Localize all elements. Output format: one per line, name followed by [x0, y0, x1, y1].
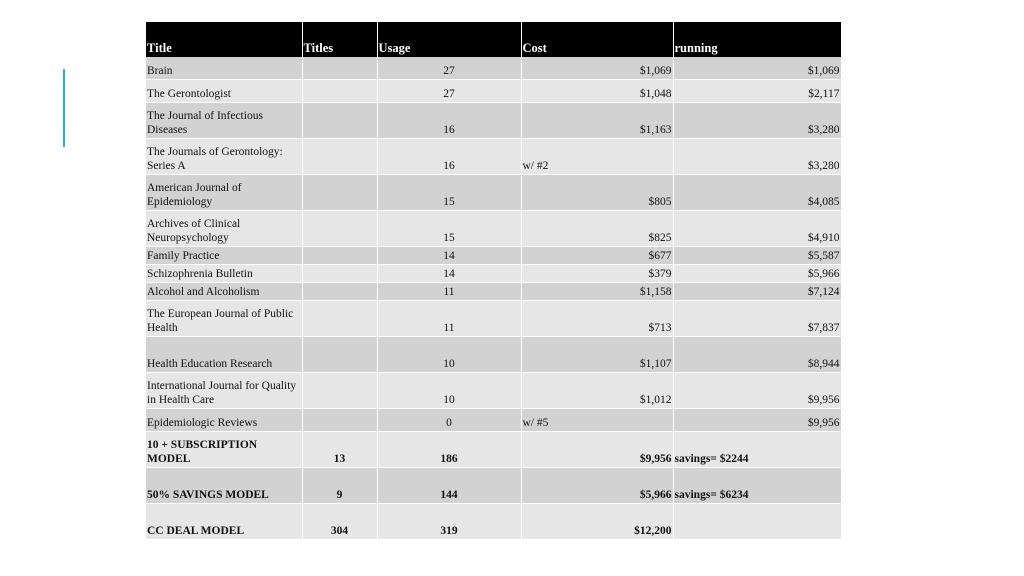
header-cost: Cost: [521, 22, 673, 57]
cell-titles: [302, 103, 377, 139]
cell-usage: 10: [377, 337, 521, 373]
cell-cost: $1,158: [521, 283, 673, 301]
cell-titles: [302, 57, 377, 80]
cell-running: $7,124: [673, 283, 841, 301]
cell-usage: 15: [377, 175, 521, 211]
cell-running: $3,280: [673, 139, 841, 175]
header-usage: Usage: [377, 22, 521, 57]
cell-titles: [302, 409, 377, 432]
table-row: [146, 409, 841, 432]
model-row: [146, 432, 841, 468]
cell-running: $7,837: [673, 301, 841, 337]
cell-title: The European Journal of Public Health: [146, 301, 302, 337]
cell-cost: w/ #2: [521, 139, 673, 175]
table-row: [146, 337, 841, 373]
cell-title: Family Practice: [146, 247, 302, 265]
cell-title: Schizophrenia Bulletin: [146, 265, 302, 283]
cell-title: The Journal of Infectious Diseases: [146, 103, 302, 139]
cell-titles: [302, 301, 377, 337]
table-row: [146, 247, 841, 265]
table-row: [146, 265, 841, 283]
table-row: [146, 57, 841, 80]
model-usage: 144: [377, 468, 521, 504]
model-usage: 186: [377, 432, 521, 468]
cell-running: $9,956: [673, 409, 841, 432]
cell-titles: [302, 80, 377, 103]
cell-titles: [302, 247, 377, 265]
model-cost: $9,956: [521, 432, 673, 468]
model-titles: 304: [302, 504, 377, 540]
cell-title: Alcohol and Alcoholism: [146, 283, 302, 301]
cell-titles: [302, 175, 377, 211]
table-row: [146, 139, 841, 175]
cell-usage: 27: [377, 57, 521, 80]
model-usage: 319: [377, 504, 521, 540]
cell-cost: $379: [521, 265, 673, 283]
cell-titles: [302, 283, 377, 301]
cell-cost: $1,012: [521, 373, 673, 409]
cell-cost: $1,048: [521, 80, 673, 103]
cell-running: $5,966: [673, 265, 841, 283]
cell-title: Epidemiologic Reviews: [146, 409, 302, 432]
accent-bar: [63, 69, 65, 147]
table-row: [146, 211, 841, 247]
cell-cost: $1,163: [521, 103, 673, 139]
model-titles: 13: [302, 432, 377, 468]
cell-cost: $1,107: [521, 337, 673, 373]
cell-running: $5,587: [673, 247, 841, 265]
cell-running: $3,280: [673, 103, 841, 139]
cell-usage: 27: [377, 80, 521, 103]
model-title: 10 + SUBSCRIPTION MODEL: [146, 432, 302, 468]
model-cost: $5,966: [521, 468, 673, 504]
cell-titles: [302, 265, 377, 283]
cell-titles: [302, 139, 377, 175]
model-row: [146, 468, 841, 504]
cell-cost: w/ #5: [521, 409, 673, 432]
model-titles: 9: [302, 468, 377, 504]
model-savings: [673, 504, 841, 540]
table-header-row: [146, 22, 841, 57]
model-row: [146, 504, 841, 540]
journal-usage-table: [146, 22, 842, 540]
cell-usage: 14: [377, 265, 521, 283]
cell-running: $8,944: [673, 337, 841, 373]
cell-running: $1,069: [673, 57, 841, 80]
cell-running: $4,085: [673, 175, 841, 211]
cell-cost: $1,069: [521, 57, 673, 80]
cell-cost: $805: [521, 175, 673, 211]
cell-running: $2,117: [673, 80, 841, 103]
header-titles: Titles: [302, 22, 377, 57]
cell-titles: [302, 211, 377, 247]
cell-running: $9,956: [673, 373, 841, 409]
cell-usage: 0: [377, 409, 521, 432]
cell-usage: 11: [377, 301, 521, 337]
cell-titles: [302, 373, 377, 409]
cell-usage: 16: [377, 103, 521, 139]
cell-usage: 15: [377, 211, 521, 247]
table-row: [146, 103, 841, 139]
model-title: CC DEAL MODEL: [146, 504, 302, 540]
cell-cost: $677: [521, 247, 673, 265]
cell-title: The Gerontologist: [146, 80, 302, 103]
table-row: [146, 80, 841, 103]
table-row: [146, 175, 841, 211]
header-running: running: [673, 22, 841, 57]
cell-title: Archives of Clinical Neuropsychology: [146, 211, 302, 247]
header-title: Title: [146, 22, 302, 57]
table-row: [146, 301, 841, 337]
model-title: 50% SAVINGS MODEL: [146, 468, 302, 504]
cell-usage: 10: [377, 373, 521, 409]
model-savings: savings= $2244: [673, 432, 841, 468]
cell-usage: 16: [377, 139, 521, 175]
cell-title: Health Education Research: [146, 337, 302, 373]
cell-title: International Journal for Quality in Health Care: [146, 373, 302, 409]
cell-usage: 11: [377, 283, 521, 301]
model-savings: savings= $6234: [673, 468, 841, 504]
cell-titles: [302, 337, 377, 373]
cell-title: The Journals of Gerontology: Series A: [146, 139, 302, 175]
cell-title: American Journal of Epidemiology: [146, 175, 302, 211]
cell-running: $4,910: [673, 211, 841, 247]
table-row: [146, 283, 841, 301]
table-row: [146, 373, 841, 409]
model-cost: $12,200: [521, 504, 673, 540]
cell-cost: $825: [521, 211, 673, 247]
cell-cost: $713: [521, 301, 673, 337]
cell-title: Brain: [146, 57, 302, 80]
cell-usage: 14: [377, 247, 521, 265]
